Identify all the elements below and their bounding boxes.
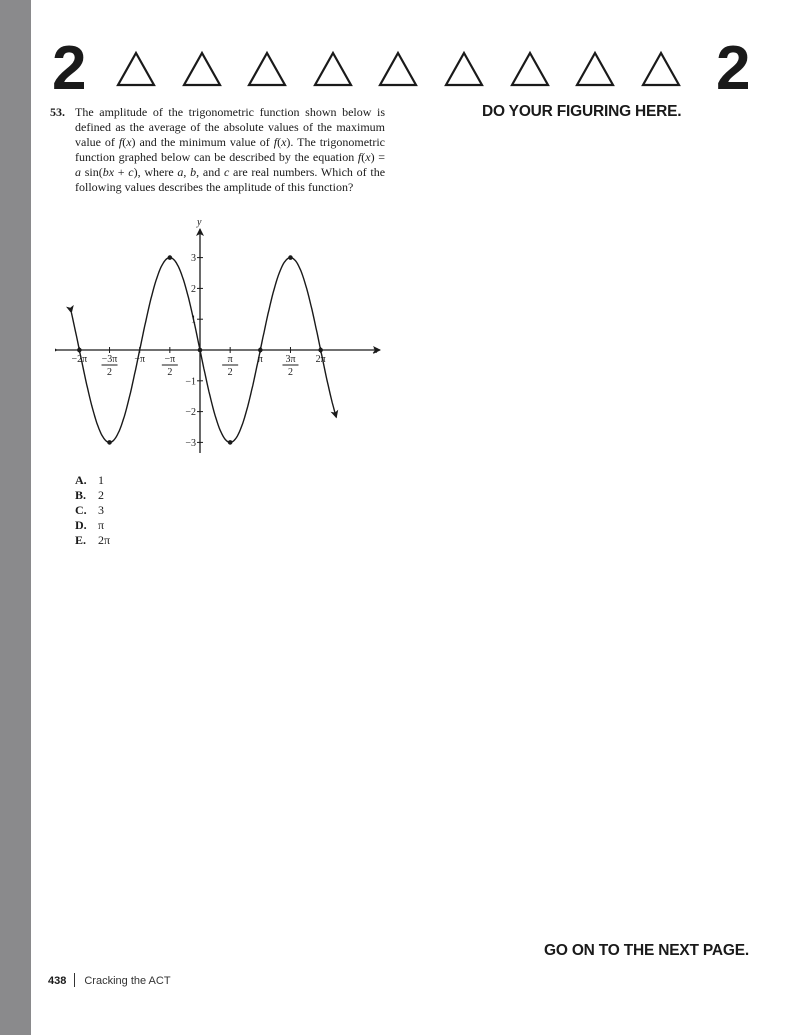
- section-triangle-icon: [377, 50, 419, 88]
- section-triangle-icon: [574, 50, 616, 88]
- figuring-label: DO YOUR FIGURING HERE.: [482, 103, 682, 120]
- graph-point: [168, 255, 173, 260]
- x-tick-label-numerator: π: [227, 354, 233, 365]
- choice-d[interactable]: [75, 518, 110, 533]
- choice-a[interactable]: [75, 473, 110, 488]
- section-number-right: 2: [716, 34, 751, 103]
- book-title: Cracking the ACT: [84, 975, 171, 987]
- y-tick-label: 1: [191, 314, 196, 326]
- x-tick-label-numerator: −3π: [101, 354, 118, 365]
- next-page-label: GO ON TO THE NEXT PAGE.: [544, 942, 749, 959]
- x-tick-label: 2π: [315, 354, 326, 365]
- choice-c[interactable]: [75, 503, 110, 518]
- page-footer: [48, 973, 171, 987]
- section-triangle-icon: [312, 50, 354, 88]
- y-axis-label: y: [197, 217, 202, 228]
- graph-point: [198, 348, 203, 353]
- graph-point: [77, 348, 82, 353]
- graph-point: [318, 348, 323, 353]
- section-triangle-icon: [246, 50, 288, 88]
- choice-letter: A.: [75, 473, 87, 487]
- section-triangle-icon: [640, 50, 682, 88]
- choice-letter: D.: [75, 518, 87, 532]
- graph-point: [228, 440, 233, 445]
- x-tick-label-denominator: 2: [107, 367, 113, 378]
- x-tick-label-numerator: −π: [164, 354, 176, 365]
- choice-letter: E.: [75, 533, 87, 547]
- side-margin-bar: [0, 0, 31, 1035]
- sine-graph: [55, 215, 385, 465]
- section-triangle-row: [115, 50, 690, 90]
- x-tick-label-numerator: 3π: [285, 354, 296, 365]
- section-triangle-icon: [509, 50, 551, 88]
- choice-b[interactable]: [75, 488, 110, 503]
- choice-letter: B.: [75, 488, 87, 502]
- x-tick-label-denominator: 2: [287, 367, 293, 378]
- y-tick-label: −2: [185, 407, 196, 419]
- y-tick-label: −1: [185, 376, 196, 388]
- graph-point: [288, 255, 293, 260]
- choice-value: 2π: [98, 533, 111, 547]
- answer-choices: [75, 473, 110, 548]
- x-axis-label: x: [373, 345, 378, 356]
- question-text: The amplitude of the trigonometric function shown below is defined as the average of the absolute values of the maximum value of f(x) and the minimum value of f(x). The trigonometric function graphed below can be described by the equation f(x) = a sin(bx + c), where a, b, and c are real numbers. Which of the following values describes the amplitude of this function?: [75, 105, 386, 194]
- section-triangle-icon: [115, 50, 157, 88]
- y-tick-label: −3: [185, 437, 196, 449]
- section-number-left: 2: [52, 34, 87, 103]
- y-tick-label: 2: [191, 283, 196, 295]
- x-tick-label-denominator: 2: [167, 367, 173, 378]
- x-tick-label: −2π: [71, 354, 88, 365]
- choice-value: 1: [98, 473, 104, 487]
- choice-value: π: [98, 518, 105, 532]
- section-triangle-icon: [181, 50, 223, 88]
- graph-point: [107, 440, 112, 445]
- x-tick-label: −π: [134, 354, 146, 365]
- question-number: 53.: [50, 105, 65, 119]
- x-tick-label: π: [257, 354, 263, 365]
- page-number: 438: [48, 975, 67, 987]
- y-tick-label: 3: [191, 253, 196, 265]
- choice-e[interactable]: [75, 533, 110, 548]
- choice-value: 2: [98, 488, 104, 502]
- footer-divider: [74, 973, 75, 987]
- choice-value: 3: [98, 503, 104, 517]
- x-tick-label-denominator: 2: [227, 367, 233, 378]
- choice-letter: C.: [75, 503, 87, 517]
- graph-point: [258, 348, 263, 353]
- section-triangle-icon: [443, 50, 485, 88]
